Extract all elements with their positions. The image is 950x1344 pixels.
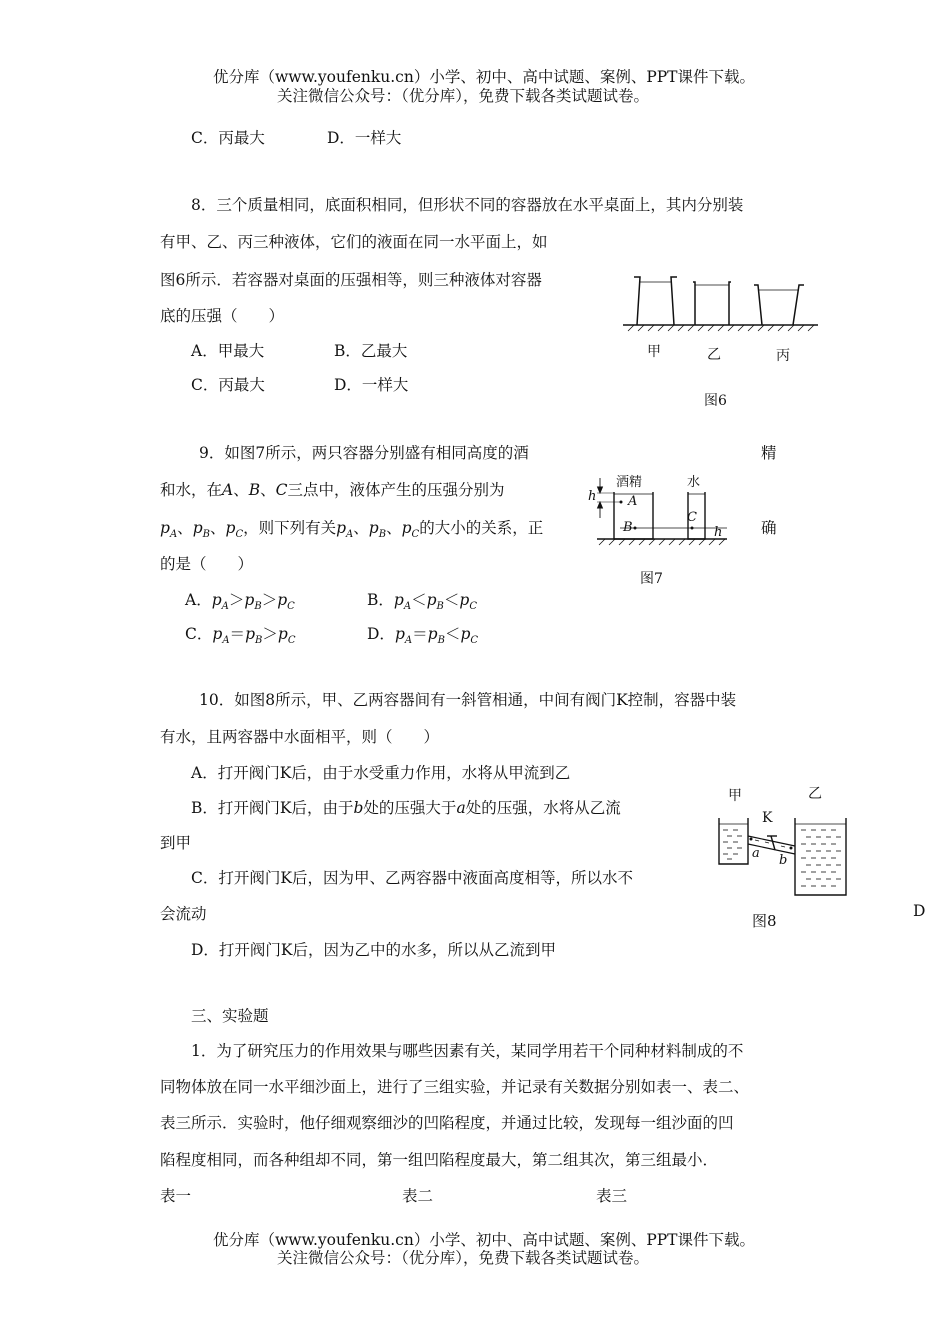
q8-line-4: 底的压强（ ） [160, 307, 285, 325]
fig6-label-bing: 丙 [776, 348, 790, 364]
q9-option-b: B．$p_A<p_B<p_C$ [367, 591, 477, 613]
container-yi [795, 818, 846, 895]
container-yi-right [729, 282, 731, 325]
fig7-label-c: C [687, 510, 697, 525]
q9-line-1: 9．如图7所示，两只容器分别盛有相同高度的酒 [199, 444, 529, 462]
fig8-label-yi: 乙 [808, 786, 822, 802]
q9-line-2: 和水，在A、B、C三点中，液体产生的压强分别为 [160, 481, 505, 499]
q10-stray-right: D [913, 902, 926, 920]
fig8-label-k: K [762, 810, 773, 826]
fig7-label-water: 水 [687, 475, 701, 490]
container-bing-right [793, 285, 804, 325]
container-jia-right [671, 277, 677, 325]
header-line-2: 关注微信公众号：（优分库），免费下载各类试题试卷。 [277, 87, 650, 105]
fig7-label-a: A [628, 494, 638, 509]
q9-option-d: D．$p_A=p_B<p_C$ [367, 625, 479, 647]
fig7-label-alcohol: 酒精 [616, 475, 643, 490]
header-line-1: 优分库（www.youfenku.cn）小学、初中、高中试题、案例、PPT课件下载。 [213, 68, 756, 86]
q8-line-1: 8．三个质量相同，底面积相同，但形状不同的容器放在水平桌面上，其内分别装 [191, 196, 744, 214]
fig7-label-h-left: h [588, 489, 597, 504]
q8-line-3: 图6所示．若容器对桌面的压强相等，则三种液体对容器 [160, 271, 542, 289]
fig6-caption: 图6 [704, 393, 727, 409]
q9-option-c: C．$p_A=p_B>p_C$ [185, 625, 296, 647]
fig8-caption: 图8 [752, 912, 777, 930]
q9-stray-right-1: 精 [761, 444, 777, 462]
footer-line-2: 关注微信公众号：（优分库），免费下载各类试题试卷。 [277, 1249, 650, 1267]
q10-line-1: 10．如图8所示，甲、乙两容器间有一斜管相通，中间有阀门K控制，容器中装 [199, 691, 737, 709]
fig7-label-b: B [623, 520, 633, 535]
q10-option-d: D．打开阀门K后，因为乙中的水多，所以从乙流到甲 [191, 941, 557, 959]
q10-option-b-line-2: 到甲 [160, 834, 192, 852]
q8-option-d: D．一样大 [334, 376, 409, 394]
q10-option-a: A．打开阀门K后，由于水受重力作用，水将从甲流到乙 [191, 764, 571, 782]
point-b [634, 527, 637, 530]
fig7-caption: 图7 [640, 571, 663, 587]
s3-q1-line-1: 1．为了研究压力的作用效果与哪些因素有关，某同学用若干个同种材料制成的不 [191, 1042, 744, 1060]
container-jia-left [634, 277, 640, 325]
container-bing-left [754, 285, 762, 325]
point-b [790, 847, 793, 850]
q8-option-a: A．甲最大 [191, 342, 265, 360]
q7-option-c: C．丙最大 [191, 129, 265, 147]
q8-option-b: B．乙最大 [334, 342, 408, 360]
q8-line-2: 有甲、乙、丙三种液体，它们的液面在同一水平面上，如 [160, 233, 548, 251]
q10-option-c-line-2: 会流动 [160, 905, 207, 923]
s3-q1-line-4: 陷程度相同，而各种组却不同，第一组凹陷程度最大，第二组其次，第三组最小． [160, 1151, 719, 1169]
q9-line-4: 的是（ ） [160, 555, 254, 573]
s3-q1-line-3: 表三所示．实验时，他仔细观察细沙的凹陷程度，并通过比较，发现每一组沙面的凹 [160, 1114, 734, 1132]
point-a [750, 838, 753, 841]
container-yi-left [693, 282, 695, 325]
container-jia [719, 818, 748, 864]
q9-line-3: $p_A$、$p_B$、$p_C$，则下列有关$p_A$、$p_B$、$p_C$的大小的关系，正 [160, 519, 544, 541]
fig8-label-b: b [779, 853, 788, 868]
table-3-label: 表三 [596, 1187, 628, 1205]
figure-7 [585, 472, 735, 552]
table-1-label: 表一 [160, 1187, 192, 1205]
q9-stray-right-2: 确 [761, 519, 777, 537]
section-3-title: 三、实验题 [191, 1007, 269, 1025]
s3-q1-line-2: 同物体放在同一水平细沙面上，进行了三组实验，并记录有关数据分别如表一、表二、 [160, 1078, 750, 1096]
fig7-label-h-right: h [714, 525, 723, 540]
fig6-label-yi: 乙 [707, 347, 721, 363]
fig8-label-jia: 甲 [728, 788, 742, 804]
q10-option-c-line-1: C．打开阀门K后，因为甲、乙两容器中液面高度相等，所以水不 [191, 869, 633, 887]
q10-option-b-line-1: B．打开阀门K后，由于b处的压强大于a处的压强，水将从乙流 [191, 799, 621, 817]
q10-line-2: 有水，且两容器中水面相平，则（ ） [160, 728, 440, 746]
fig8-label-a: a [752, 846, 760, 861]
table-2-label: 表二 [402, 1187, 434, 1205]
q9-option-a: A．$p_A>p_B>p_C$ [185, 591, 295, 613]
footer-line-1: 优分库（www.youfenku.cn）小学、初中、高中试题、案例、PPT课件下载。 [213, 1231, 756, 1249]
q8-option-c: C．丙最大 [191, 376, 265, 394]
fig6-label-jia: 甲 [647, 344, 661, 360]
q7-option-d: D．一样大 [327, 129, 402, 147]
